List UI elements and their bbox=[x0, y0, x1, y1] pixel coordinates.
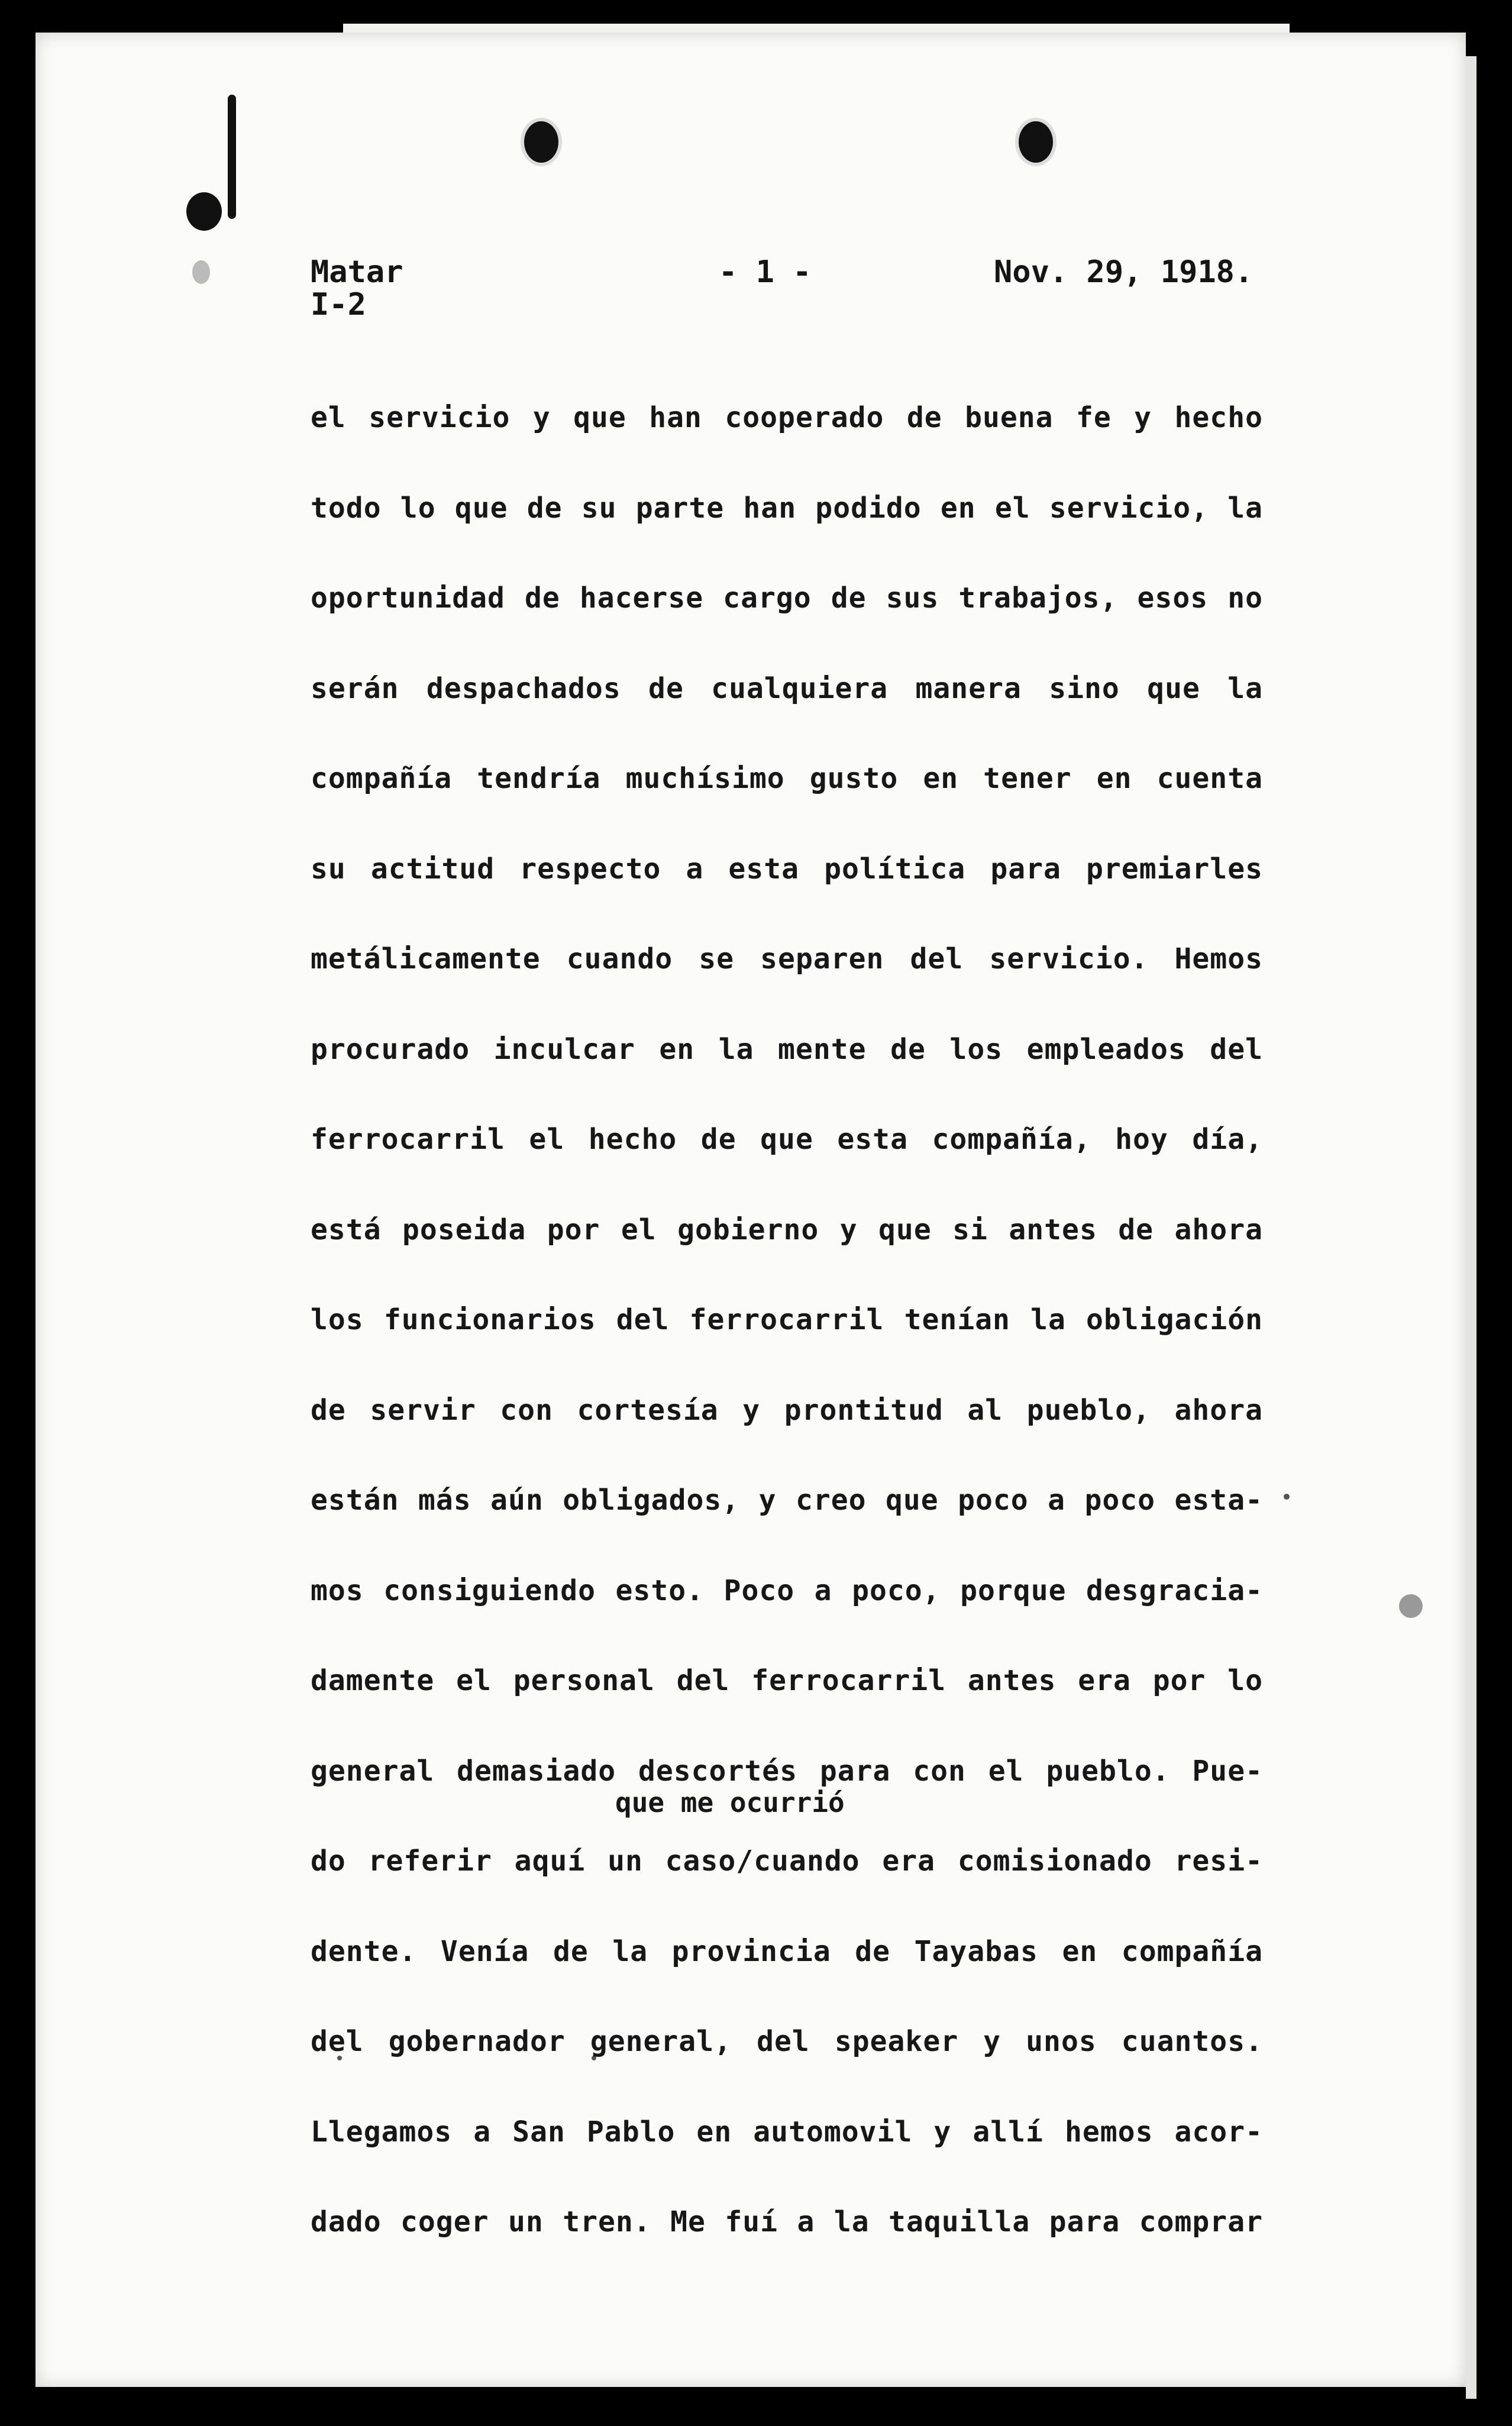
page-right-edge bbox=[1466, 56, 1477, 2399]
text-line: metálicamente cuando se separen del servicio. Hemos bbox=[311, 942, 1263, 975]
text-line: los funcionarios del ferrocarril tenían la obligación bbox=[311, 1303, 1263, 1336]
body-text bbox=[311, 373, 1263, 2267]
header-author: Matar bbox=[311, 254, 403, 290]
text-line: del gobernador general, del speaker y unos cuantos. bbox=[311, 2025, 1263, 2058]
text-line: todo lo que de su parte han podido en el servicio, la bbox=[311, 491, 1263, 525]
paper-speck bbox=[1284, 1494, 1290, 1500]
text-line: serán despachados de cualquiera manera sino que la bbox=[311, 671, 1263, 705]
text-line: do referir aquí un caso/cuando era comisionado resi- bbox=[311, 1844, 1263, 1878]
text-line: ferrocarril el hecho de que esta compañía, hoy día, bbox=[311, 1123, 1263, 1156]
text-line: están más aún obligados, y creo que poco a poco esta- bbox=[311, 1484, 1263, 1517]
text-line: dado coger un tren. Me fuí a la taquilla para comprar bbox=[311, 2205, 1263, 2238]
interlinear-insertion: que me ocurrió bbox=[615, 1787, 845, 1818]
punch-hole-right bbox=[1019, 121, 1053, 163]
text-line: su actitud respecto a esta política para premiarles bbox=[311, 852, 1263, 886]
page-header bbox=[0, 254, 1512, 325]
text-line: Llegamos a San Pablo en automovil y allí hemos acor- bbox=[311, 2115, 1263, 2149]
text-line: el servicio y que han cooperado de buena fe y hecho bbox=[311, 401, 1263, 434]
paper-speck bbox=[1399, 1594, 1423, 1618]
header-reference: I-2 bbox=[311, 287, 366, 322]
text-line: procurado inculcar en la mente de los empleados del bbox=[311, 1032, 1263, 1066]
handwritten-mark-stem bbox=[228, 95, 236, 219]
text-line: dente. Venía de la provincia de Tayabas en compañía bbox=[311, 1934, 1263, 1968]
text-line: general demasiado descortés para con el pueblo. Pue- bbox=[311, 1754, 1263, 1788]
text-line: mos consiguiendo esto. Poco a poco, porque desgracia- bbox=[311, 1574, 1263, 1607]
text-line: está poseida por el gobierno y que si antes de ahora bbox=[311, 1213, 1263, 1246]
text-line: compañía tendría muchísimo gusto en tener en cuenta bbox=[311, 762, 1263, 795]
handwritten-mark-blot bbox=[186, 192, 222, 231]
punch-hole-left bbox=[524, 121, 558, 163]
text-line: de servir con cortesía y prontitud al pueblo, ahora bbox=[311, 1393, 1263, 1427]
page-number: - 1 - bbox=[719, 254, 812, 290]
text-line: oportunidad de hacerse cargo de sus trabajos, esos no bbox=[311, 582, 1263, 615]
text-line: damente el personal del ferrocarril antes era por lo bbox=[311, 1664, 1263, 1697]
header-date: Nov. 29, 1918. bbox=[994, 254, 1253, 290]
